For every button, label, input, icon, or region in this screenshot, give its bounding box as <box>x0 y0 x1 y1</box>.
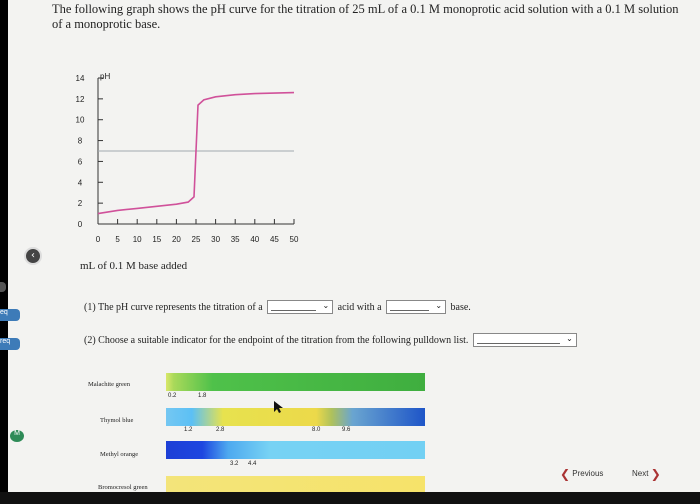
x-tick-label: 5 <box>115 235 120 244</box>
methyl-orange-bar <box>166 441 425 459</box>
part2-sentence <box>84 333 579 347</box>
x-tick-label: 30 <box>211 235 221 244</box>
next-button[interactable] <box>632 467 661 481</box>
malachite-green-bar <box>166 373 425 391</box>
ph-curve-chart <box>62 58 322 258</box>
indicator-label-methyl-orange: Methyl orange <box>100 451 139 458</box>
back-arrow-icon[interactable]: ‹ <box>24 247 42 265</box>
part1-prefix: (1) The pH curve represents the titration of a <box>84 301 263 313</box>
select-underline <box>271 310 316 311</box>
next-label: Next <box>632 469 649 479</box>
select-underline <box>390 310 429 311</box>
x-tick-label: 35 <box>230 235 240 244</box>
ph-curve-line <box>98 93 294 214</box>
side-tab-blank[interactable] <box>0 282 6 292</box>
part1-sentence <box>84 300 471 314</box>
select-underline <box>477 343 560 344</box>
x-tick-label: 45 <box>269 235 279 244</box>
thymol-range-2: 2.8 <box>216 427 225 433</box>
acid-type-select[interactable] <box>267 300 333 314</box>
bottom-bar <box>0 492 700 504</box>
y-tick-label: 0 <box>77 220 83 229</box>
x-tick-label: 10 <box>132 235 142 244</box>
thymol-range-3: 8.0 <box>312 427 321 433</box>
thymol-blue-bar <box>166 408 425 426</box>
y-tick-label: 8 <box>77 136 83 146</box>
chevron-down-icon: ⌄ <box>322 301 330 310</box>
y-tick-label: 2 <box>77 199 83 209</box>
y-tick-label: 12 <box>75 94 85 104</box>
question-text: The following graph shows the pH curve for the titration of 25 mL of a 0.1 M monoprotic acid solution with a 0.1 M solution of a monoprotic base. <box>52 2 679 31</box>
indicator-label-bromocresol: Bromocresol green <box>98 484 148 491</box>
previous-button[interactable] <box>560 467 603 481</box>
x-tick-label: 20 <box>171 235 181 244</box>
side-tab-m[interactable] <box>10 430 24 442</box>
y-axis-title: pH <box>100 72 111 81</box>
part1-suffix: base. <box>450 301 471 313</box>
chevron-down-icon: ⌄ <box>566 334 573 343</box>
y-tick-label: 10 <box>75 115 85 125</box>
side-tab-req[interactable] <box>0 338 20 350</box>
previous-label: Previous <box>572 469 604 479</box>
chevron-right-icon: ❯ <box>650 467 661 481</box>
side-tab-req-label: req <box>0 338 11 345</box>
methyl-range-low: 3.2 <box>230 461 239 467</box>
x-tick-label: 25 <box>191 235 201 244</box>
chart-xlabel: mL of 0.1 M base added <box>80 260 188 272</box>
malachite-range-low: 0.2 <box>168 393 177 399</box>
part2-text: (2) Choose a suitable indicator for the endpoint of the titration from the following pulldown list. <box>84 334 469 346</box>
thymol-range-1: 1.2 <box>184 427 193 433</box>
mouse-pointer-icon <box>273 400 283 414</box>
y-tick-label: 4 <box>77 178 83 188</box>
x-tick-label: 40 <box>250 235 260 244</box>
screen <box>8 0 700 492</box>
side-tab-eq-label: eq <box>0 309 8 316</box>
y-tick-label: 6 <box>77 157 83 167</box>
thymol-range-4: 9.6 <box>342 427 351 433</box>
part1-middle: acid with a <box>337 301 382 313</box>
y-tick-label: 14 <box>75 74 85 83</box>
side-tab-m-label: M <box>14 430 20 437</box>
bromocresol-green-bar <box>166 476 425 492</box>
indicator-label-thymol: Thymol blue <box>100 417 134 424</box>
side-tab-eq[interactable] <box>0 309 20 321</box>
x-tick-label: 15 <box>152 235 162 244</box>
indicator-label-malachite: Malachite green <box>88 381 131 388</box>
x-tick-label: 50 <box>289 235 299 244</box>
methyl-range-high: 4.4 <box>248 461 257 467</box>
x-tick-label: 0 <box>95 235 101 244</box>
base-type-select[interactable] <box>386 300 446 314</box>
indicator-select[interactable] <box>473 333 577 347</box>
chevron-down-icon: ⌄ <box>435 301 443 310</box>
chevron-left-icon: ❮ <box>560 467 571 481</box>
malachite-range-high: 1.8 <box>198 393 207 399</box>
